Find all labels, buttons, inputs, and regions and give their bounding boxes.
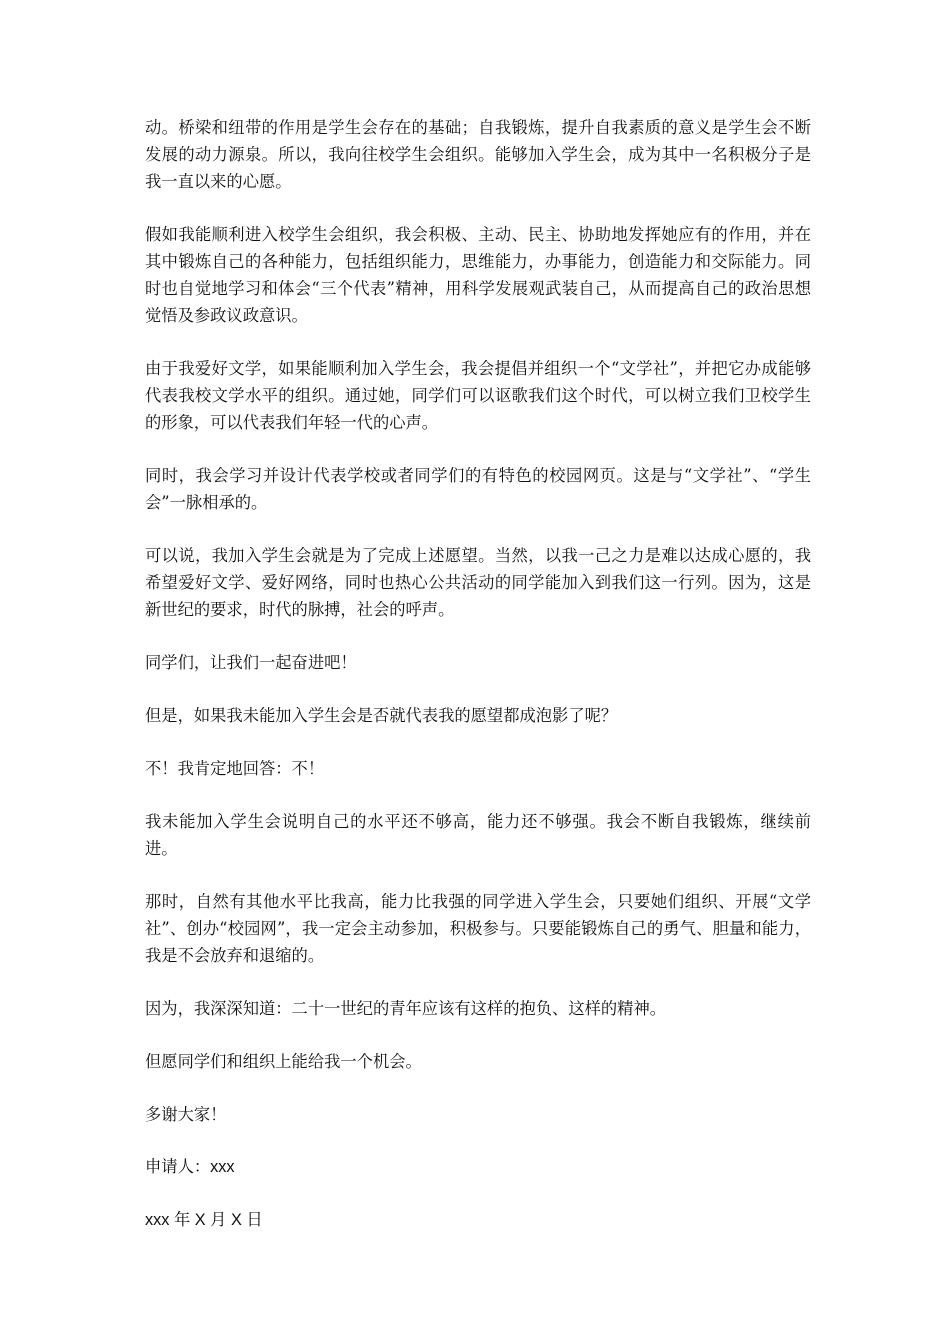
applicant-signature: 申请人：xxx xyxy=(145,1158,235,1176)
paragraph-7: 但是，如果我未能加入学生会是否就代表我的愿望都成泡影了呢？ xyxy=(145,706,618,725)
paragraph-4: 同时，我会学习并设计代表学校或者同学们的有特色的校园网页。这是与“文学社”、“学生会”一脉相承的。 xyxy=(145,466,811,512)
paragraph-1: 动。桥梁和纽带的作用是学生会存在的基础；自我锻炼，提升自我素质的意义是学生会不断发展的动力源泉。所以，我向往校学生会组织。能够加入学生会，成为其中一名积极分子是我一直以来的心愿。 xyxy=(145,118,811,191)
document-body xyxy=(145,114,811,1260)
paragraph-5: 可以说，我加入学生会就是为了完成上述愿望。当然，以我一己之力是难以达成心愿的，我希望爱好文学、爱好网络，同时也热心公共活动的同学能加入到我们这一行列。因为，这是新世纪的要求，时代的脉搏，社会的呼声。 xyxy=(145,546,811,619)
paragraph-8: 不！我肯定地回答：不！ xyxy=(145,759,325,778)
date-line: xxx 年 X 月 X 日 xyxy=(145,1211,263,1229)
paragraph-10: 那时，自然有其他水平比我高，能力比我强的同学进入学生会，只要她们组织、开展“文学社”、创办“校园网”，我一定会主动参加，积极参与。只要能锻炼自己的勇气、胆量和能力，我是不会放弃和退缩的。 xyxy=(145,892,811,965)
paragraph-9: 我未能加入学生会说明自己的水平还不够高，能力还不够强。我会不断自我锻炼，继续前进。 xyxy=(145,812,811,858)
closing-thanks: 多谢大家！ xyxy=(145,1105,227,1124)
paragraph-3: 由于我爱好文学，如果能顺利加入学生会，我会提倡并组织一个“文学社”，并把它办成能够代表我校文学水平的组织。通过她，同学们可以讴歌我们这个时代，可以树立我们卫校学生的形象，可以代表我们年轻一代的心声。 xyxy=(145,359,811,432)
paragraph-6: 同学们，让我们一起奋进吧！ xyxy=(145,653,357,672)
paragraph-11: 因为，我深深知道：二十一世纪的青年应该有这样的抱负、这样的精神。 xyxy=(145,999,667,1018)
paragraph-2: 假如我能顺利进入校学生会组织，我会积极、主动、民主、协助地发挥她应有的作用，并在其中锻炼自己的各种能力，包括组织能力，思维能力，办事能力，创造能力和交际能力。同时也自觉地学习和体会“三个代表”精神，用科学发展观武装自己，从而提高自己的政治思想觉悟及参政议政意识。 xyxy=(145,225,811,325)
paragraph-12: 但愿同学们和组织上能给我一个机会。 xyxy=(145,1052,422,1071)
